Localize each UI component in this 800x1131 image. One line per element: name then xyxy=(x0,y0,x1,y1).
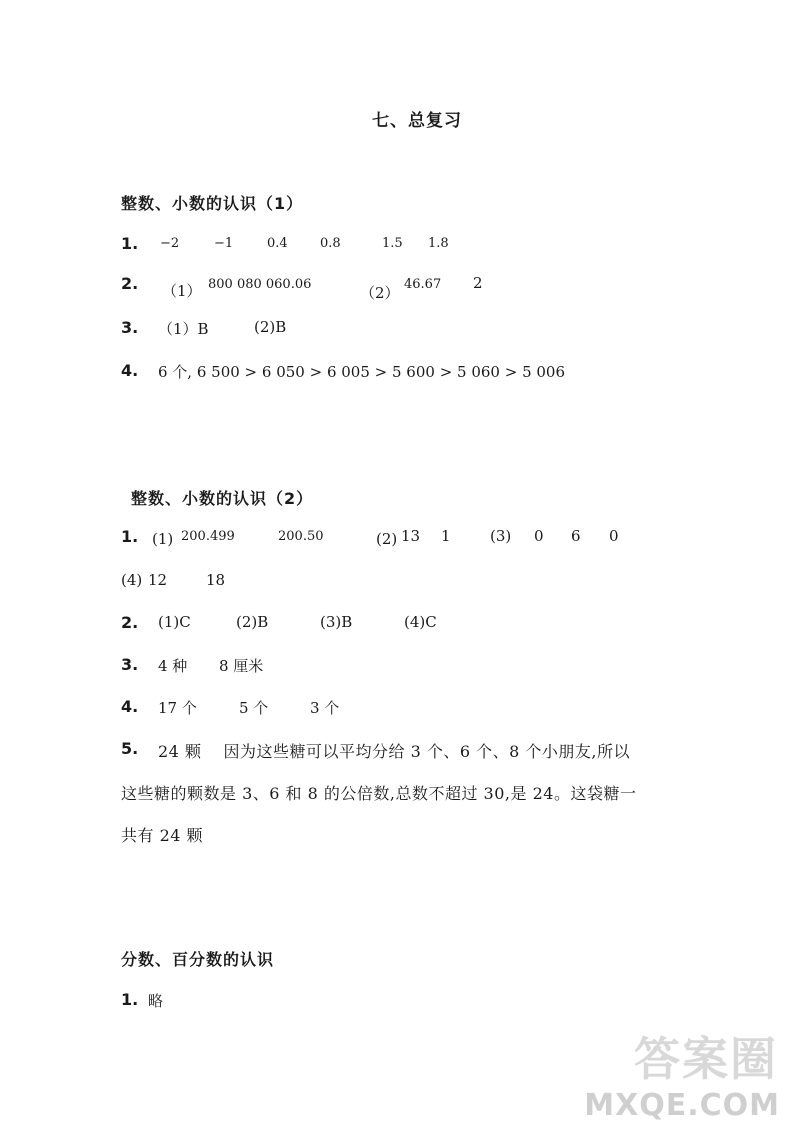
question-number: 1. xyxy=(121,990,139,1009)
answer-value: 13 xyxy=(401,527,421,545)
part-label: (4) xyxy=(121,571,143,589)
answer-value: 0 xyxy=(534,527,544,545)
question-number: 3. xyxy=(121,318,139,337)
part-label: (1) xyxy=(152,530,174,548)
answer-value: 800 080 060.06 xyxy=(208,277,312,292)
answer-value: 46.67 xyxy=(404,277,442,292)
answer-value: 略 xyxy=(148,992,164,1010)
answer-value: 3 个 xyxy=(310,699,340,717)
answer-value: 6 个, 6 500 > 6 050 > 6 005 > 5 600 > 5 060 > 5 006 xyxy=(158,363,566,381)
part-label: (2) xyxy=(376,530,398,548)
answer-value: 0 xyxy=(609,527,619,545)
answer-value: 0.4 xyxy=(267,236,288,251)
question-number: 2. xyxy=(121,613,139,632)
answer-value: −1 xyxy=(214,236,234,251)
answer-paragraph-line: 这些糖的颗数是 3、6 和 8 的公倍数,总数不超过 30,是 24。这袋糖一 xyxy=(121,784,637,803)
answer-value: 17 个 xyxy=(158,699,197,717)
section-heading: 分数、百分数的认识 xyxy=(121,950,275,969)
answer-value: 18 xyxy=(206,571,226,589)
question-number: 1. xyxy=(121,527,139,546)
question-number: 2. xyxy=(121,274,139,293)
answer-value: 1 xyxy=(441,527,451,545)
answer-value: 8 厘米 xyxy=(219,657,264,675)
question-number: 3. xyxy=(121,655,139,674)
answer-value: （1）B xyxy=(158,320,209,338)
answer-value: 2 xyxy=(473,274,483,292)
answer-paragraph-line: 共有 24 颗 xyxy=(121,826,204,845)
answer-value: (2)B xyxy=(236,613,269,631)
answer-value: 200.50 xyxy=(278,529,324,544)
answer-value: 0.8 xyxy=(320,236,341,251)
answer-paragraph-line: 24 颗 因为这些糖可以平均分给 3 个、6 个、8 个小朋友,所以 xyxy=(158,742,631,761)
answer-value: (4)C xyxy=(404,613,437,631)
answer-value: 200.499 xyxy=(181,529,235,544)
section-heading: 整数、小数的认识（2） xyxy=(131,489,314,508)
answer-value: (1)C xyxy=(158,613,191,631)
watermark-logo xyxy=(584,1023,786,1123)
answer-value: 1.8 xyxy=(428,236,449,251)
answer-value: 12 xyxy=(148,571,168,589)
watermark-url: MXQE.COM xyxy=(584,1088,780,1123)
page-title: 七、总复习 xyxy=(372,111,462,131)
question-number: 4. xyxy=(121,361,139,380)
question-number: 5. xyxy=(121,739,139,758)
part-label: (3) xyxy=(490,527,512,545)
answer-value: (3)B xyxy=(320,613,353,631)
section-heading: 整数、小数的认识（1） xyxy=(121,194,304,213)
part-label: （2） xyxy=(360,284,400,302)
answer-value: 6 xyxy=(571,527,581,545)
answer-value: 5 个 xyxy=(239,699,269,717)
question-number: 4. xyxy=(121,697,139,716)
watermark-text: 答案圈 xyxy=(634,1032,778,1086)
answer-value: −2 xyxy=(160,236,180,251)
answer-value: (2)B xyxy=(254,318,287,336)
answer-value: 1.5 xyxy=(382,236,403,251)
answer-value: 4 种 xyxy=(158,657,188,675)
part-label: （1） xyxy=(162,282,202,300)
question-number: 1. xyxy=(121,234,139,253)
